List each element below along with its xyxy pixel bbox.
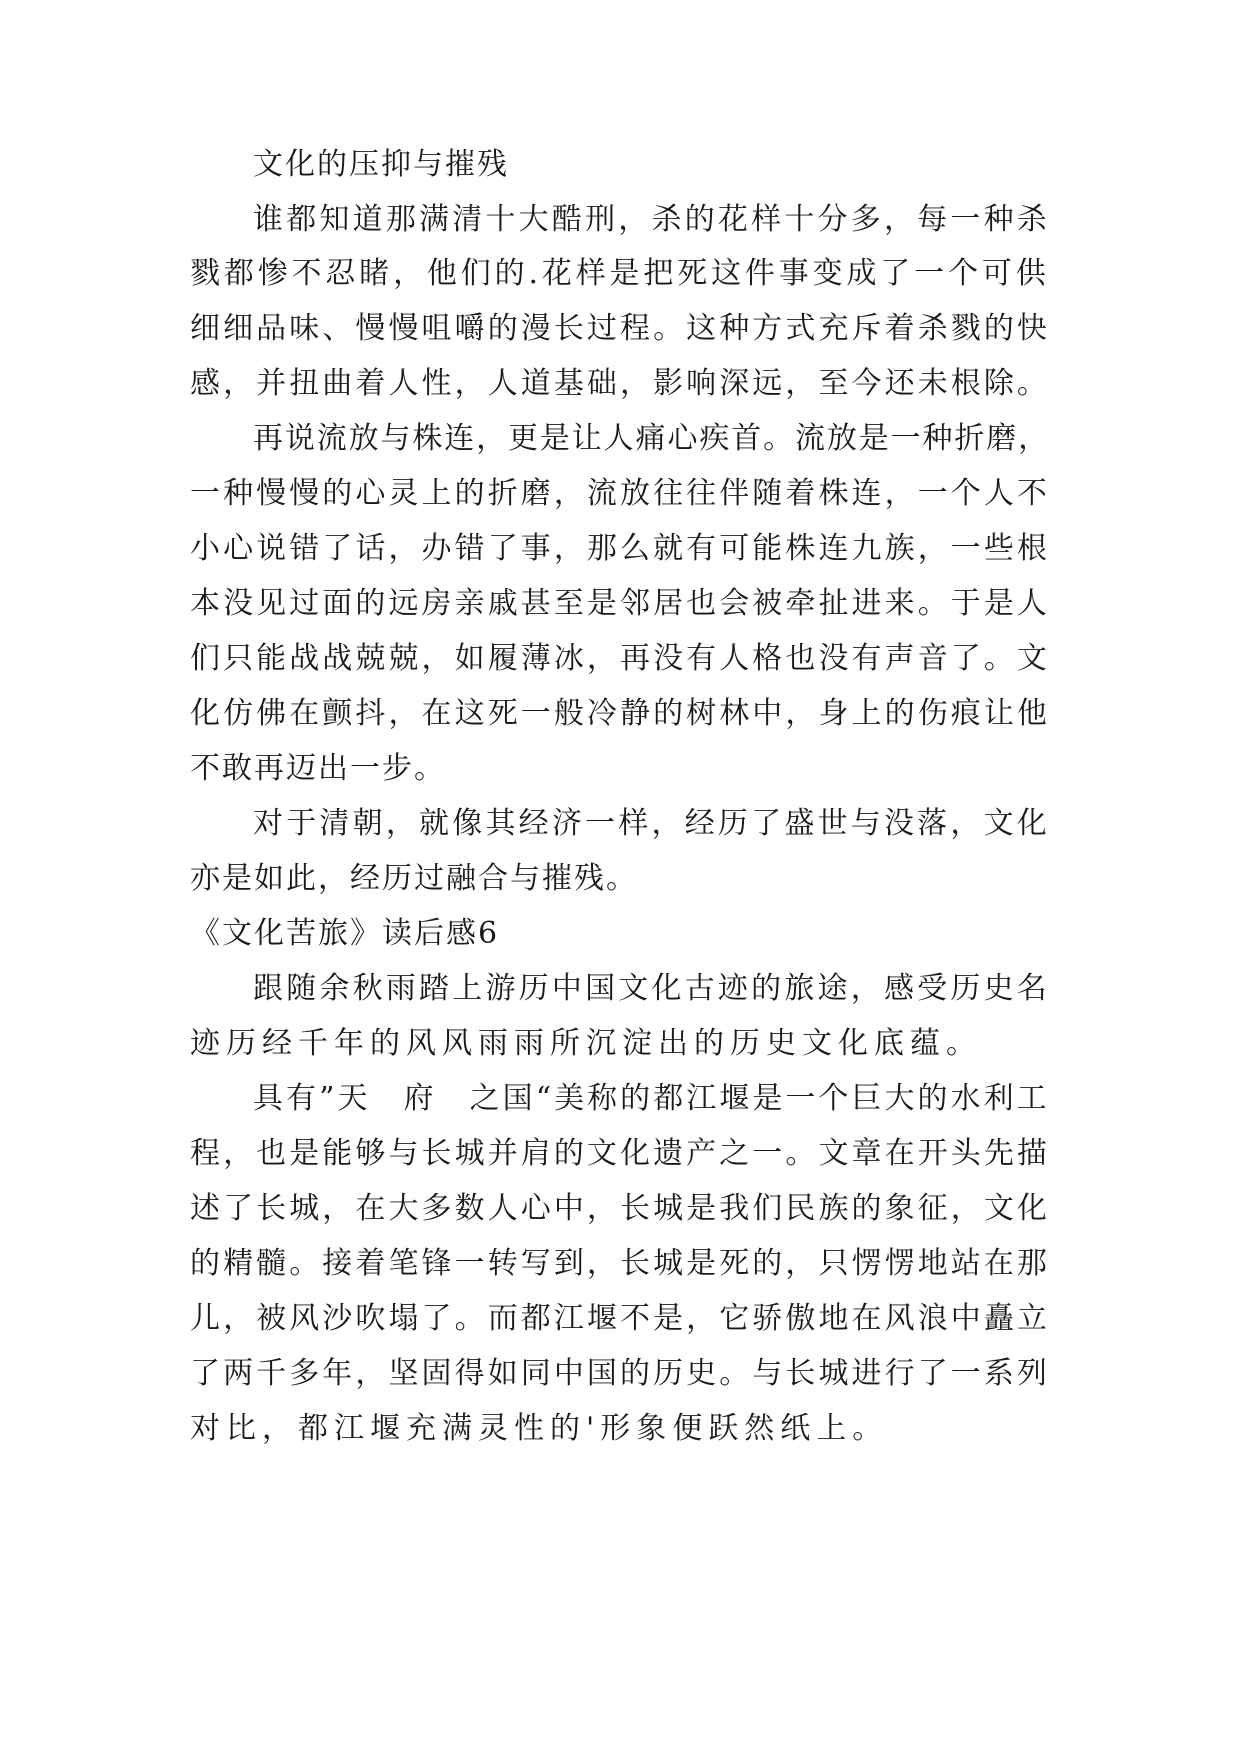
paragraph-line: 小心说错了话，办错了事，那么就有可能株连九族，一些根 [190, 531, 1050, 566]
paragraph-line: 亦是如此，经历过融合与摧残。 [190, 861, 638, 896]
paragraph-line: 化仿佛在颤抖，在这死一般冷静的树林中，身上的伤痕让他 [190, 696, 1050, 731]
paragraph-line: 们只能战战兢兢，如履薄冰，再没有人格也没有声音了。文 [190, 641, 1050, 676]
paragraph-line: 对比，都江堰充满灵性的'形象便跃然纸上。 [190, 1411, 889, 1446]
paragraph-line: 迹历经千年的风风雨雨所沉淀出的历史文化底蕴。 [190, 1026, 982, 1061]
paragraph-line: 对于清朝，就像其经济一样，经历了盛世与没落，文化 [253, 806, 1050, 841]
paragraph-line: 程，也是能够与长城并肩的文化遗产之一。文章在开头先描 [190, 1136, 1050, 1171]
section-heading: 文化的压抑与摧残 [253, 147, 509, 182]
paragraph-line: 儿，被风沙吹塌了。而都江堰不是，它骄傲地在风浪中矗立 [190, 1301, 1050, 1336]
paragraph-line: 本没见过面的远房亲戚甚至是邻居也会被牵扯进来。于是人 [190, 586, 1050, 621]
paragraph-line: 跟随余秋雨踏上游历中国文化古迹的旅途，感受历史名 [253, 971, 1050, 1006]
essay-title: 《文化苦旅》读后感6 [190, 916, 500, 951]
paragraph-line: 感，并扭曲着人性，人道基础，影响深远，至今还未根除。 [190, 366, 1050, 401]
paragraph-line: 具有”天 府 之国“美称的都江堰是一个巨大的水利工 [253, 1081, 1050, 1116]
paragraph-line: 述了长城，在大多数人心中，长城是我们民族的象征，文化 [190, 1191, 1050, 1226]
paragraph-line: 戮都惨不忍睹，他们的.花样是把死这件事变成了一个可供 [190, 256, 1050, 291]
paragraph-line: 了两千多年，坚固得如同中国的历史。与长城进行了一系列 [190, 1356, 1050, 1391]
paragraph-line: 谁都知道那满清十大酷刑，杀的花样十分多，每一种杀 [253, 202, 1050, 237]
paragraph-line: 细细品味、慢慢咀嚼的漫长过程。这种方式充斥着杀戮的快 [190, 311, 1050, 346]
paragraph-line: 一种慢慢的心灵上的折磨，流放往往伴随着株连，一个人不 [190, 476, 1050, 511]
paragraph-line: 不敢再迈出一步。 [190, 751, 446, 786]
paragraph-line: 的精髓。接着笔锋一转写到，长城是死的，只愣愣地站在那 [190, 1246, 1050, 1281]
paragraph-line: 再说流放与株连，更是让人痛心疾首。流放是一种折磨， [253, 421, 1050, 456]
